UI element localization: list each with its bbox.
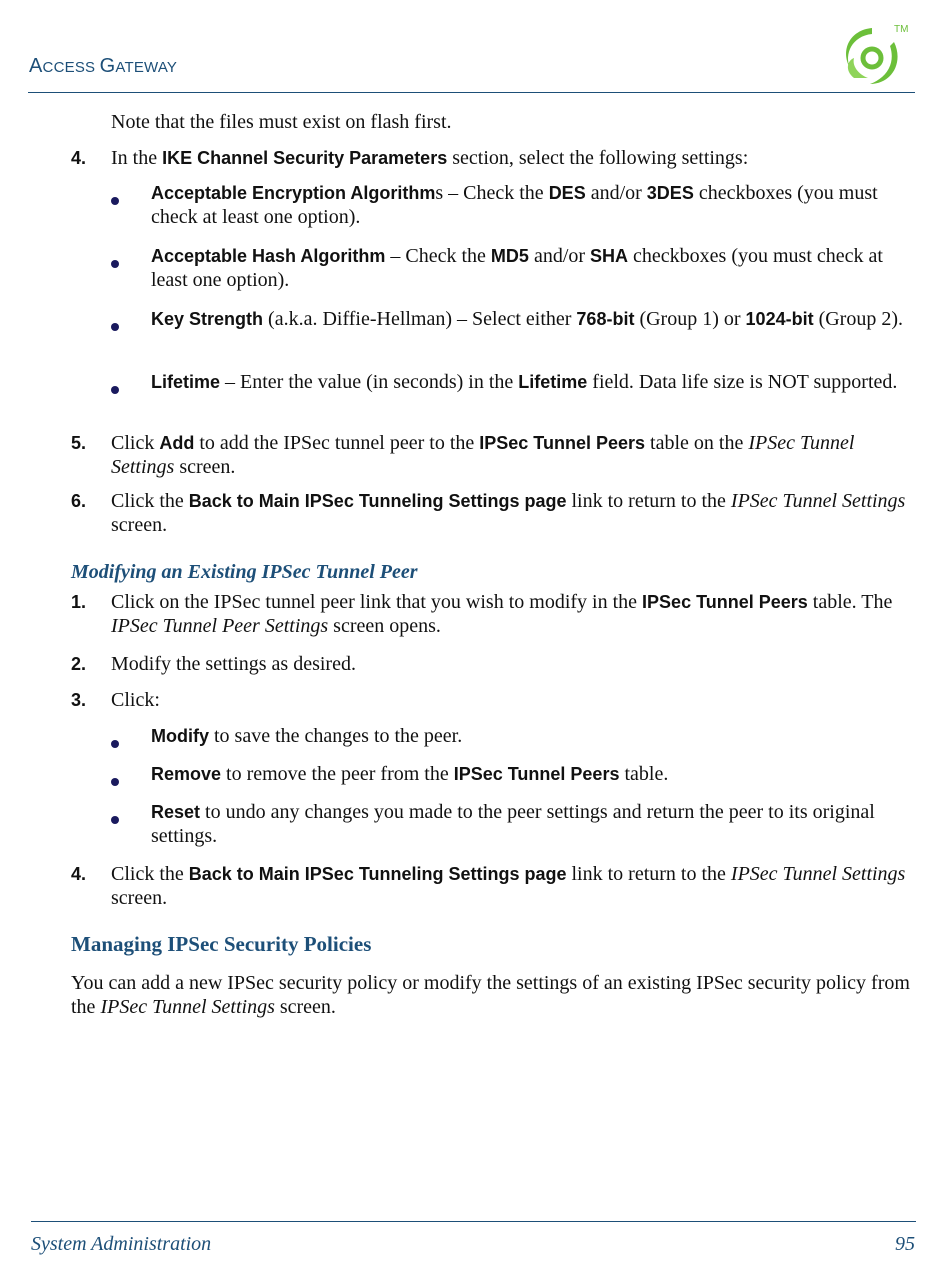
ui-term: Add bbox=[159, 433, 195, 453]
text-run: and/or bbox=[528, 245, 591, 267]
step-number: 6. bbox=[71, 491, 87, 511]
text-run: section, select the following settings: bbox=[447, 147, 749, 169]
header-title bbox=[29, 55, 177, 78]
ui-term: Reset bbox=[151, 802, 201, 822]
note-line: Note that the files must exist on flash first. bbox=[111, 111, 452, 133]
text-run: checkboxes (you must check at least one option). bbox=[151, 245, 883, 291]
text-run: to remove the peer from the bbox=[221, 763, 454, 785]
text-run: to save the changes to the peer. bbox=[209, 725, 463, 747]
ui-term: 768-bit bbox=[576, 309, 635, 329]
text-run: You can add a new IPSec security policy or modify the settings of an existing IPSec security policy from the bbox=[71, 972, 910, 1018]
text-run: (a.k.a. Diffie-Hellman) – Select either bbox=[263, 308, 577, 330]
logo-tm: TM bbox=[894, 24, 909, 35]
step-text bbox=[111, 590, 916, 638]
company-logo-icon bbox=[832, 20, 912, 90]
step-number: 2. bbox=[71, 654, 87, 674]
step-text: Click: bbox=[111, 689, 160, 711]
header-title-part: ATEWAY bbox=[115, 59, 178, 76]
bullet-text bbox=[151, 244, 916, 292]
ui-term: MD5 bbox=[490, 246, 529, 266]
text-run: (Group 1) or bbox=[634, 308, 746, 330]
ui-term: Key Strength bbox=[151, 309, 264, 329]
ui-term: Back to Main IPSec Tunneling Settings page bbox=[188, 491, 567, 511]
body-paragraph bbox=[71, 971, 916, 1019]
header-title-part: G bbox=[99, 55, 116, 77]
footer-divider bbox=[31, 1221, 916, 1222]
bullet-text bbox=[151, 181, 916, 229]
text-run: In the bbox=[111, 147, 163, 169]
bullet-text bbox=[151, 370, 916, 394]
bullet-text bbox=[151, 762, 916, 786]
ui-term: IKE Channel Security Parameters bbox=[162, 148, 448, 168]
text-run: Click bbox=[111, 432, 160, 454]
text-run: screen. bbox=[111, 887, 168, 909]
ui-term: Acceptable Encryption Algorithm bbox=[151, 183, 436, 203]
step-number: 4. bbox=[71, 148, 87, 168]
text-run: (Group 2). bbox=[813, 308, 904, 330]
ui-term: Remove bbox=[151, 764, 222, 784]
ui-term: DES bbox=[548, 183, 586, 203]
ui-term: IPSec Tunnel Peers bbox=[479, 433, 646, 453]
bullet-icon bbox=[111, 197, 119, 205]
text-run: link to return to the bbox=[566, 863, 731, 885]
bullet-icon bbox=[111, 740, 119, 748]
text-run: and/or bbox=[585, 182, 647, 204]
section-heading: Managing IPSec Security Policies bbox=[71, 932, 372, 956]
screen-name: IPSec Tunnel Settings bbox=[111, 432, 855, 478]
text-run: to undo any changes you made to the peer settings and return the peer to its original settings. bbox=[151, 801, 875, 847]
header-divider bbox=[28, 92, 915, 93]
footer-section-title: System Administration bbox=[31, 1233, 212, 1255]
screen-name: IPSec Tunnel Settings bbox=[730, 490, 906, 512]
step-number: 4. bbox=[71, 864, 87, 884]
step-text bbox=[111, 146, 916, 170]
ui-term: IPSec Tunnel Peers bbox=[453, 764, 620, 784]
text-run: Click the bbox=[111, 863, 189, 885]
step-text bbox=[111, 862, 916, 910]
text-run: link to return to the bbox=[566, 490, 731, 512]
step-text: Modify the settings as desired. bbox=[111, 653, 356, 675]
text-run: screen. bbox=[174, 456, 236, 478]
text-run: Click on the IPSec tunnel peer link that you wish to modify in the bbox=[111, 591, 643, 613]
ui-term: Lifetime bbox=[151, 372, 221, 392]
text-run: table on the bbox=[645, 432, 749, 454]
ui-term: 1024-bit bbox=[745, 309, 814, 329]
step-number: 5. bbox=[71, 433, 87, 453]
bullet-text bbox=[151, 307, 916, 331]
text-run: screen. bbox=[274, 996, 336, 1018]
bullet-icon bbox=[111, 778, 119, 786]
bullet-icon bbox=[111, 386, 119, 394]
ui-term: Acceptable Hash Algorithm bbox=[151, 246, 386, 266]
text-run: – Enter the value (in seconds) in the bbox=[220, 371, 519, 393]
ui-term: IPSec Tunnel Peers bbox=[642, 592, 808, 612]
ui-term: SHA bbox=[590, 246, 629, 266]
text-run: – Check the bbox=[385, 245, 491, 267]
text-run: field. Data life size is NOT supported. bbox=[587, 371, 898, 393]
step-number: 1. bbox=[71, 592, 87, 612]
screen-name: IPSec Tunnel Peer Settings bbox=[111, 615, 329, 637]
text-run: screen opens. bbox=[328, 615, 441, 637]
bullet-icon bbox=[111, 260, 119, 268]
text-run: screen. bbox=[111, 514, 168, 536]
text-run: s – Check the bbox=[435, 182, 549, 204]
header-title-part: CCESS bbox=[42, 59, 100, 76]
text-run: Click the bbox=[111, 490, 189, 512]
text-run: to add the IPSec tunnel peer to the bbox=[194, 432, 480, 454]
bullet-text bbox=[151, 724, 916, 748]
page-number: 95 bbox=[895, 1233, 915, 1255]
ui-term: 3DES bbox=[646, 183, 694, 203]
text-run: table. bbox=[619, 763, 669, 785]
section-heading: Modifying an Existing IPSec Tunnel Peer bbox=[71, 561, 418, 583]
step-text bbox=[111, 489, 916, 537]
bullet-icon bbox=[111, 816, 119, 824]
ui-term: Lifetime bbox=[518, 372, 588, 392]
ui-term: Modify bbox=[151, 726, 209, 746]
screen-name: IPSec Tunnel Settings bbox=[730, 863, 906, 885]
step-text bbox=[111, 431, 916, 479]
bullet-text bbox=[151, 800, 916, 848]
header-title-part: A bbox=[29, 55, 43, 77]
text-run: table. The bbox=[807, 591, 893, 613]
text-run: checkboxes (you must check at least one option). bbox=[151, 182, 878, 228]
step-number: 3. bbox=[71, 690, 87, 710]
screen-name: IPSec Tunnel Settings bbox=[100, 996, 275, 1018]
ui-term: Back to Main IPSec Tunneling Settings page bbox=[188, 864, 567, 884]
bullet-icon bbox=[111, 323, 119, 331]
